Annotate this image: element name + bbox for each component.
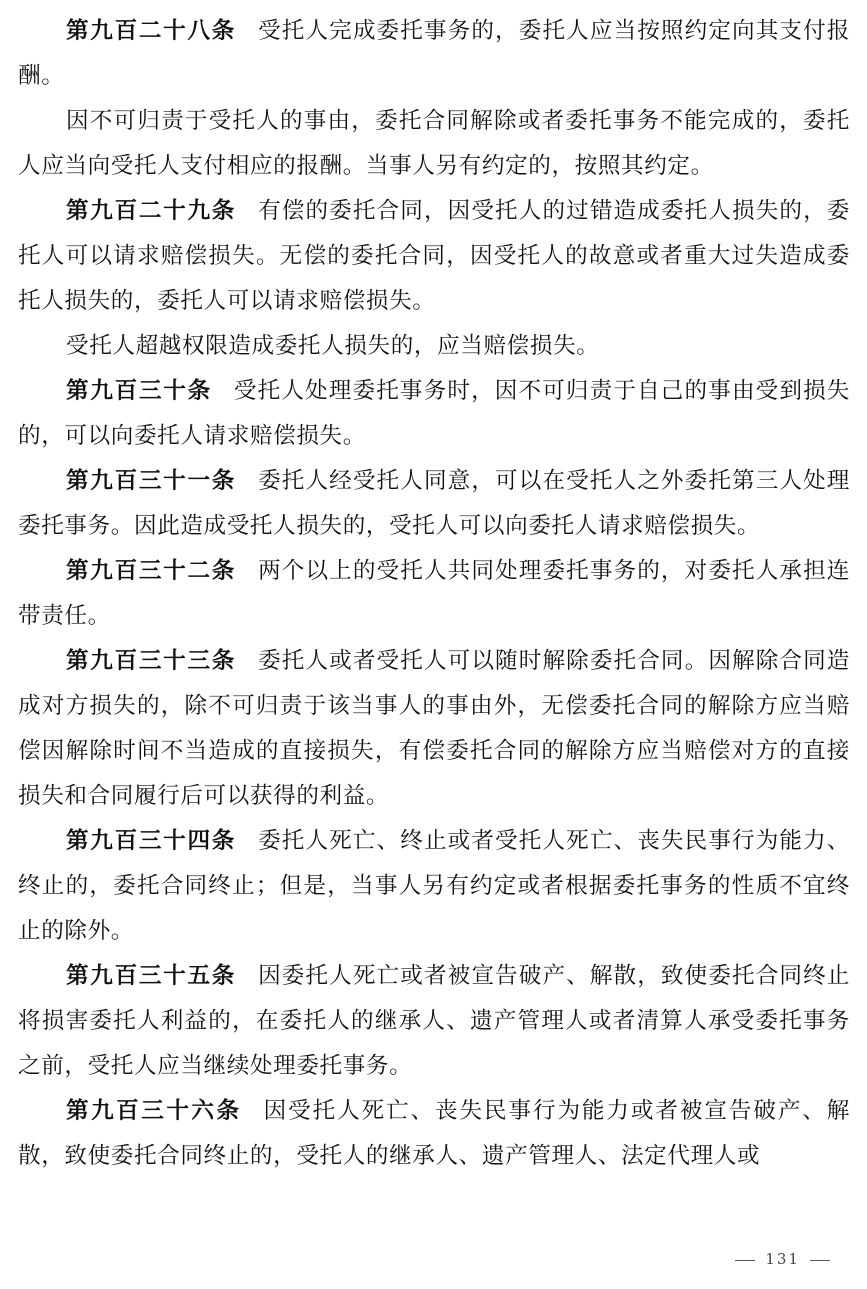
article-text: 委托人死亡、终止或者受托人死亡、丧失民事行为能力、终止的，委托合同终止；但是，当事人另有约定或者根据委托事务的性质不宜终止的除外。: [18, 828, 850, 944]
article-935: [18, 954, 850, 1089]
dash-left: [735, 1260, 755, 1261]
article-number: 第九百三十三条: [66, 648, 237, 674]
article-text: 受托人超越权限造成委托人损失的，应当赔偿损失。: [66, 333, 600, 359]
article-928-para-2: [18, 99, 850, 189]
article-text: 两个以上的受托人共同处理委托事务的，对委托人承担连带责任。: [18, 558, 850, 629]
article-number: 第九百二十九条: [66, 198, 237, 224]
article-934: [18, 819, 850, 954]
article-text: 受托人处理委托事务时，因不可归责于自己的事由受到损失的，可以向委托人请求赔偿损失。: [18, 378, 850, 449]
page-number: [725, 1250, 840, 1268]
dash-right: [810, 1260, 830, 1261]
article-930: [18, 369, 850, 459]
article-number: 第九百三十五条: [66, 963, 237, 989]
article-text: 有偿的委托合同，因受托人的过错造成委托人损失的，委托人可以请求赔偿损失。无偿的委托合同，因受托人的故意或者重大过失造成委托人损失的，委托人可以请求赔偿损失。: [18, 198, 850, 314]
article-text: 受托人完成委托事务的，委托人应当按照约定向其支付报酬。: [18, 18, 850, 89]
page-number-text: 131: [765, 1250, 800, 1268]
article-931: [18, 459, 850, 549]
article-number: 第九百二十八条: [66, 18, 237, 44]
article-929: [18, 189, 850, 324]
article-text: 委托人或者受托人可以随时解除委托合同。因解除合同造成对方损失的，除不可归责于该当事人的事由外，无偿委托合同的解除方应当赔偿因解除时间不当造成的直接损失，有偿委托合同的解除方应当赔偿对方的直接损失和合同履行后可以获得的利益。: [18, 648, 850, 809]
article-number: 第九百三十四条: [66, 828, 237, 854]
article-text: 因不可归责于受托人的事由，委托合同解除或者委托事务不能完成的，委托人应当向受托人支付相应的报酬。当事人另有约定的，按照其约定。: [18, 108, 850, 179]
article-932: [18, 549, 850, 639]
document-page: [18, 9, 850, 1179]
article-text: 因受托人死亡、丧失民事行为能力或者被宣告破产、解散，致使委托合同终止的，受托人的继承人、遗产管理人、法定代理人或: [18, 1098, 850, 1169]
article-text: 因委托人死亡或者被宣告破产、解散，致使委托合同终止将损害委托人利益的，在委托人的继承人、遗产管理人或者清算人承受委托事务之前，受托人应当继续处理委托事务。: [18, 963, 850, 1079]
article-929-para-2: [18, 324, 850, 369]
article-text: 委托人经受托人同意，可以在受托人之外委托第三人处理委托事务。因此造成受托人损失的，受托人可以向委托人请求赔偿损失。: [18, 468, 850, 539]
article-928: [18, 9, 850, 99]
article-number: 第九百三十条: [66, 378, 212, 404]
article-number: 第九百三十六条: [66, 1098, 242, 1124]
article-number: 第九百三十一条: [66, 468, 237, 494]
article-936: [18, 1089, 850, 1179]
article-number: 第九百三十二条: [66, 558, 237, 584]
article-933: [18, 639, 850, 819]
